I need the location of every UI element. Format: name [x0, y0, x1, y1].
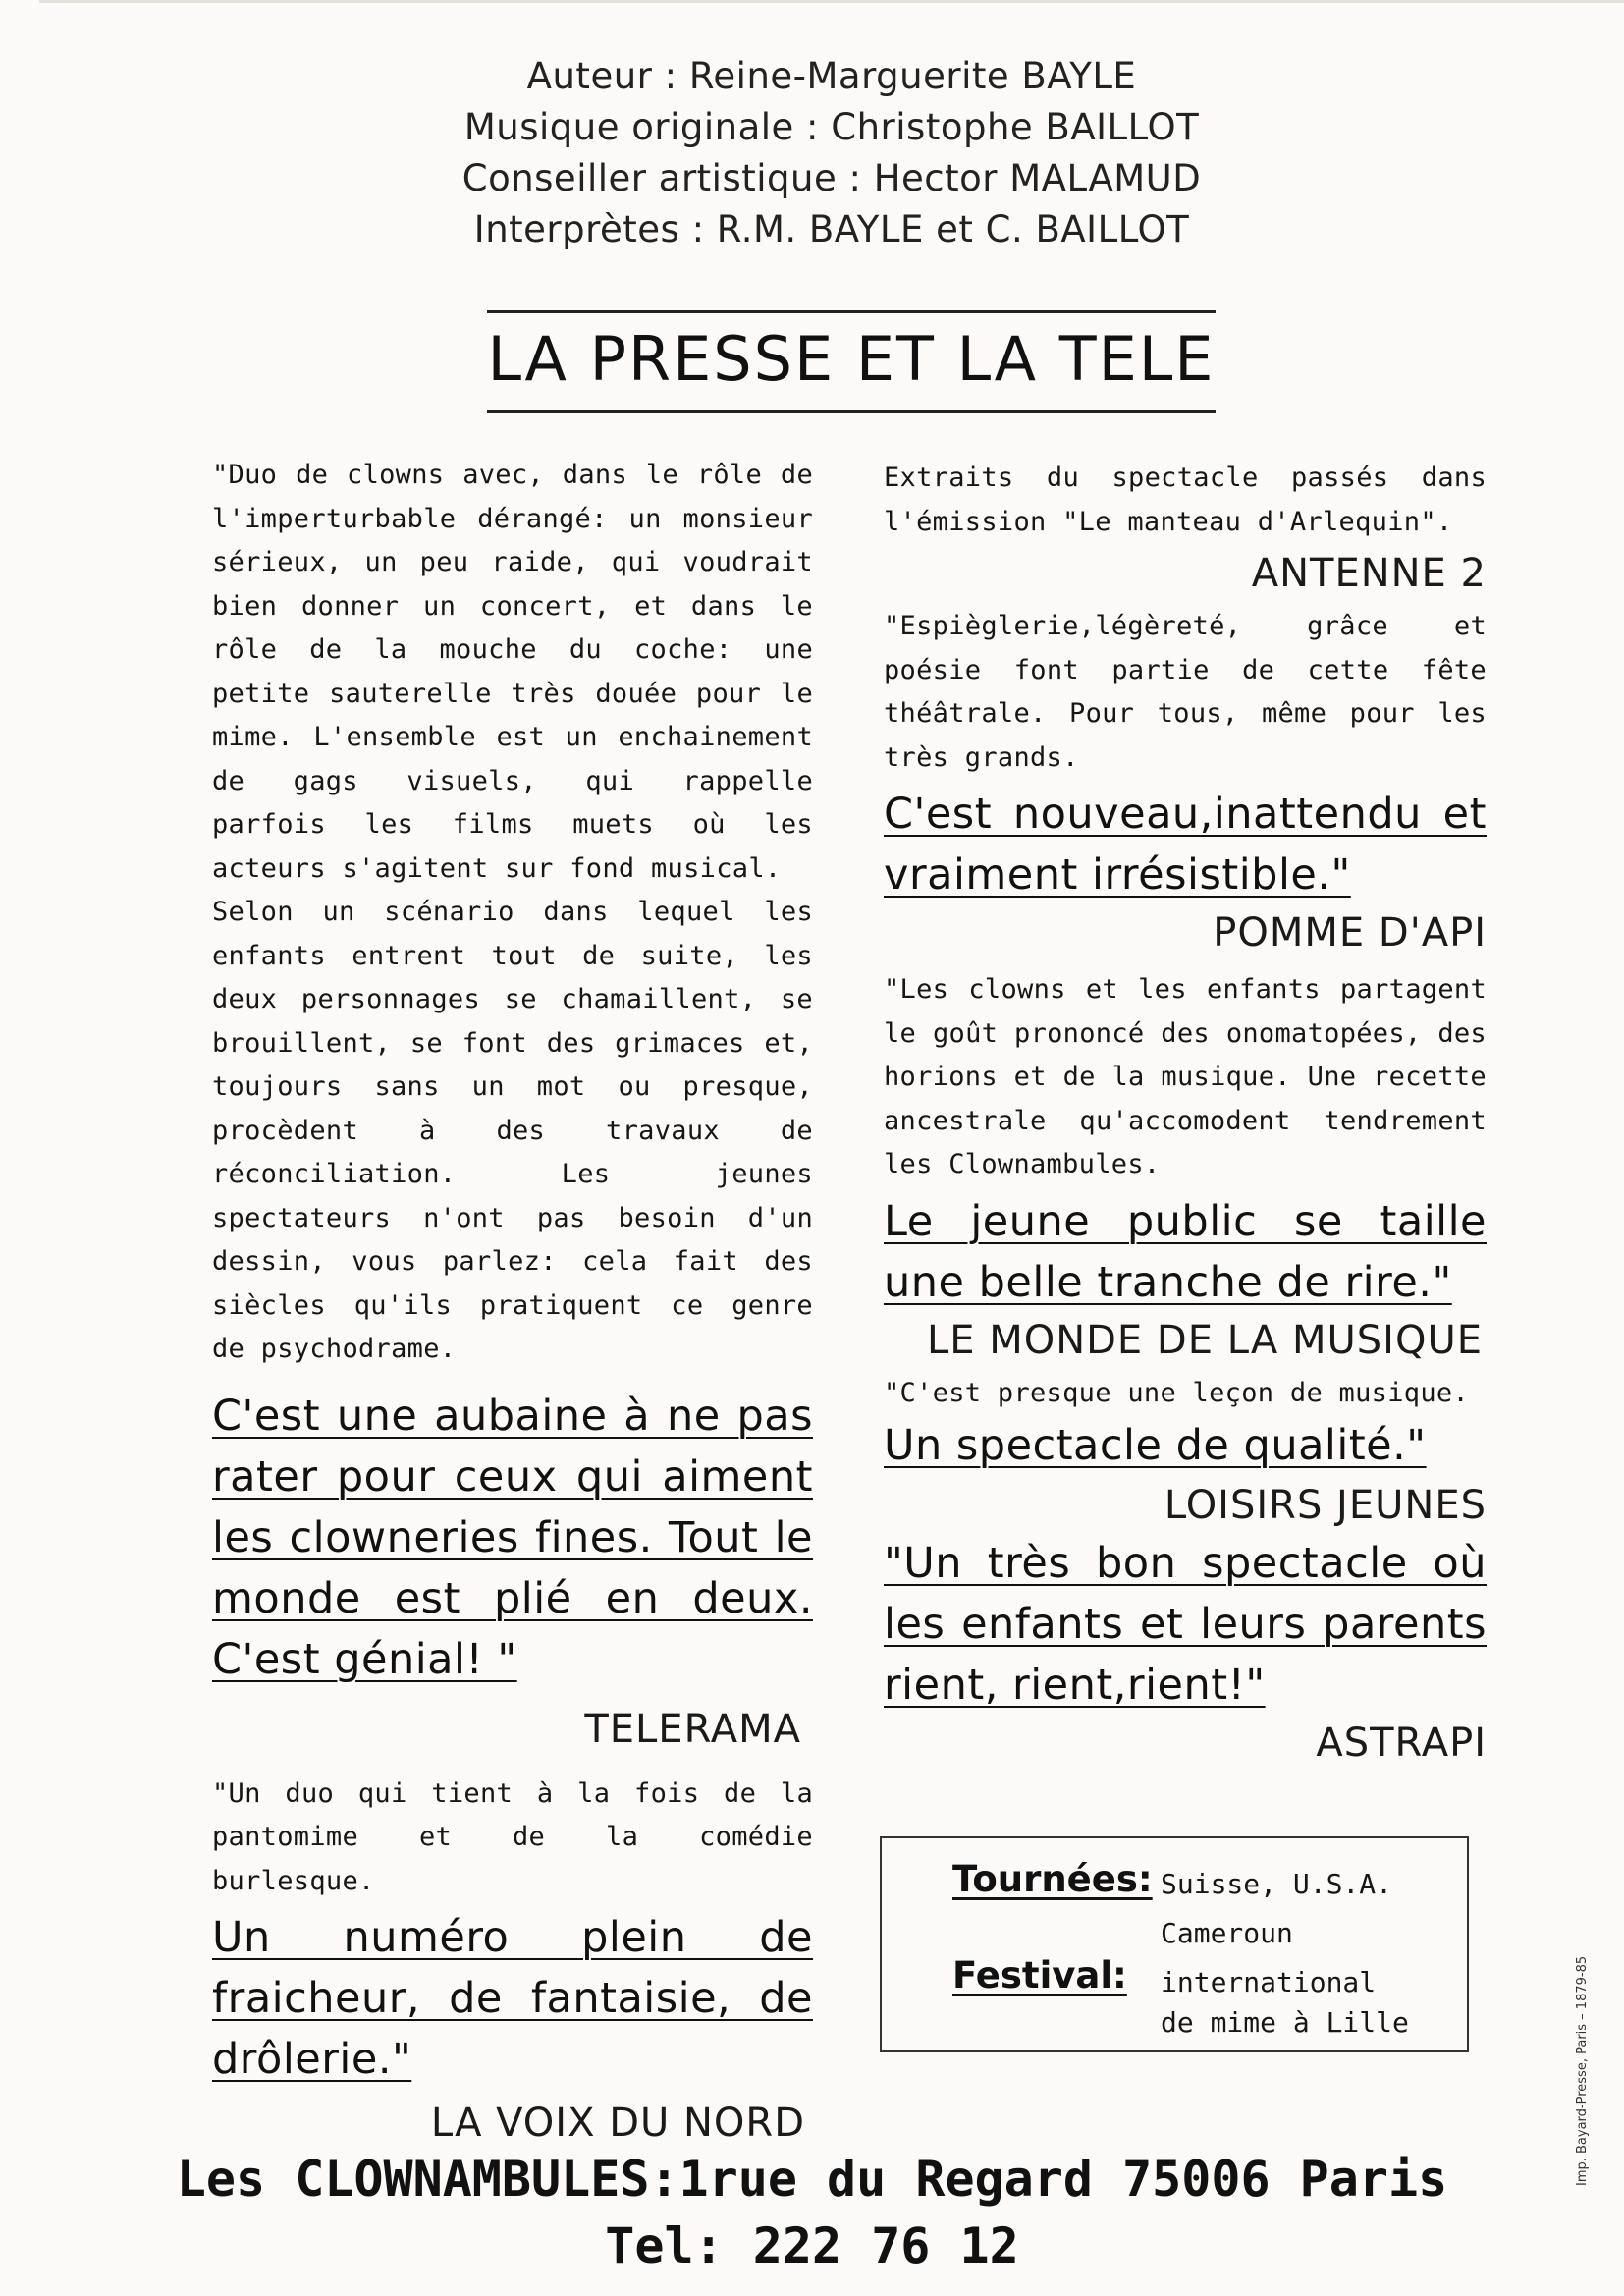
telerama-source: TELERAMA: [584, 1706, 801, 1752]
festival-name-1: international: [1161, 1966, 1377, 1998]
telerama-review-paragraph-1: "Duo de clowns avec, dans le rôle de l'imperturbable dérangé: un monsieur sérieux, un peu raide, qui voudrait bien donner un concert, et dans le rôle de la mouche du coche: une petite sauterelle très douée pour le mime. L'ensemble est un enchainement de gags visuels, qui rappelle parfois les films muets où les acteurs s'agitent sur fond musical.: [212, 460, 813, 884]
printer-note: Imp. Bayard-Presse, Paris – 1879-85: [1575, 1955, 1590, 2186]
title-rule-top: [487, 310, 1216, 313]
loisirs-jeunes-quote: Un spectacle de qualité.": [884, 1421, 1427, 1470]
tours-box: [880, 1836, 1469, 2052]
credit-artistic-advisor: Conseiller artistique : Hector MALAMUD: [461, 157, 1202, 199]
footer-address: Les CLOWNAMBULES:1rue du Regard 75006 Paris: [176, 2151, 1448, 2208]
tournees-label: Tournées:: [952, 1858, 1153, 1900]
monde-musique-review: "Les clowns et les enfants partagent le goût prononcé des onomatopées, des horions et de la musique. Une recette ancestrale qu'accomodent tendrement les Clownambules.: [884, 974, 1487, 1179]
voix-du-nord-review: "Un duo qui tient à la fois de la pantomime et de la comédie burlesque.: [212, 1777, 813, 1896]
monde-musique-quote: Le jeune public se taille une belle tranche de rire.": [884, 1196, 1487, 1307]
pomme-dapi-source: POMME D'API: [1213, 910, 1487, 956]
tournees-countries-1: Suisse, U.S.A.: [1161, 1868, 1393, 1900]
footer-phone: Tel: 222 76 12: [605, 2217, 1019, 2274]
credits-block: [0, 51, 1624, 255]
title-rule-bottom: [487, 410, 1216, 413]
voix-du-nord-quote: Un numéro plein de fraicheur, de fantaisie, de drôlerie.": [212, 1913, 813, 2084]
credit-author: Auteur : Reine-Marguerite BAYLE: [526, 55, 1137, 97]
antenne2-source: ANTENNE 2: [1251, 551, 1487, 596]
loisirs-jeunes-source: LOISIRS JEUNES: [1164, 1483, 1487, 1528]
credit-music: Musique originale : Christophe BAILLOT: [463, 106, 1200, 148]
festival-label: Festival:: [952, 1954, 1127, 1996]
right-column: [884, 457, 1487, 1771]
pomme-dapi-review: "Espièglerie,légèreté, grâce et poésie font partie de cette fête théâtrale. Pour tous, même pour les très grands.: [884, 611, 1487, 773]
credit-performers: Interprètes : R.M. BAYLE et C. BAILLOT: [473, 208, 1190, 250]
telerama-quote: C'est une aubaine à ne pas rater pour ceux qui aiment les clowneries fines. Tout le monde est plié en deux. C'est génial! ": [212, 1391, 813, 1684]
antenne2-review: Extraits du spectacle passés dans l'émission "Le manteau d'Arlequin".: [884, 463, 1487, 537]
loisirs-jeunes-review: "C'est presque une leçon de musique.: [884, 1377, 1469, 1408]
pomme-dapi-quote: C'est nouveau,inattendu et vraiment irrésistible.": [884, 790, 1487, 900]
monde-musique-source: LE MONDE DE LA MUSIQUE: [926, 1317, 1483, 1363]
page-top-edge: [39, 0, 1624, 15]
left-column: [212, 454, 813, 2151]
festival-name-2: de mime à Lille: [1161, 2006, 1409, 2039]
tournees-countries-2: Cameroun: [1161, 1917, 1293, 1949]
voix-du-nord-source: LA VOIX DU NORD: [430, 2101, 805, 2146]
astrapi-quote: "Un très bon spectacle où les enfants et leurs parents rient, rient,rient!": [884, 1539, 1487, 1710]
telerama-review-paragraph-2: Selon un scénario dans lequel les enfants entrent tout de suite, les deux personnages se chamaillent, se brouillent, se font des grimaces et, toujours sans un mot ou presque, procèdent à des travaux de réconciliation. Les jeunes spectateurs n'ont pas besoin d'un dessin, vous parlez: cela fait des siècles qu'ils pratiquent ce genre de psychodrame.: [212, 897, 813, 1364]
page-title: LA PRESSE ET LA TELE: [487, 323, 1216, 395]
astrapi-source: ASTRAPI: [1316, 1721, 1487, 1766]
